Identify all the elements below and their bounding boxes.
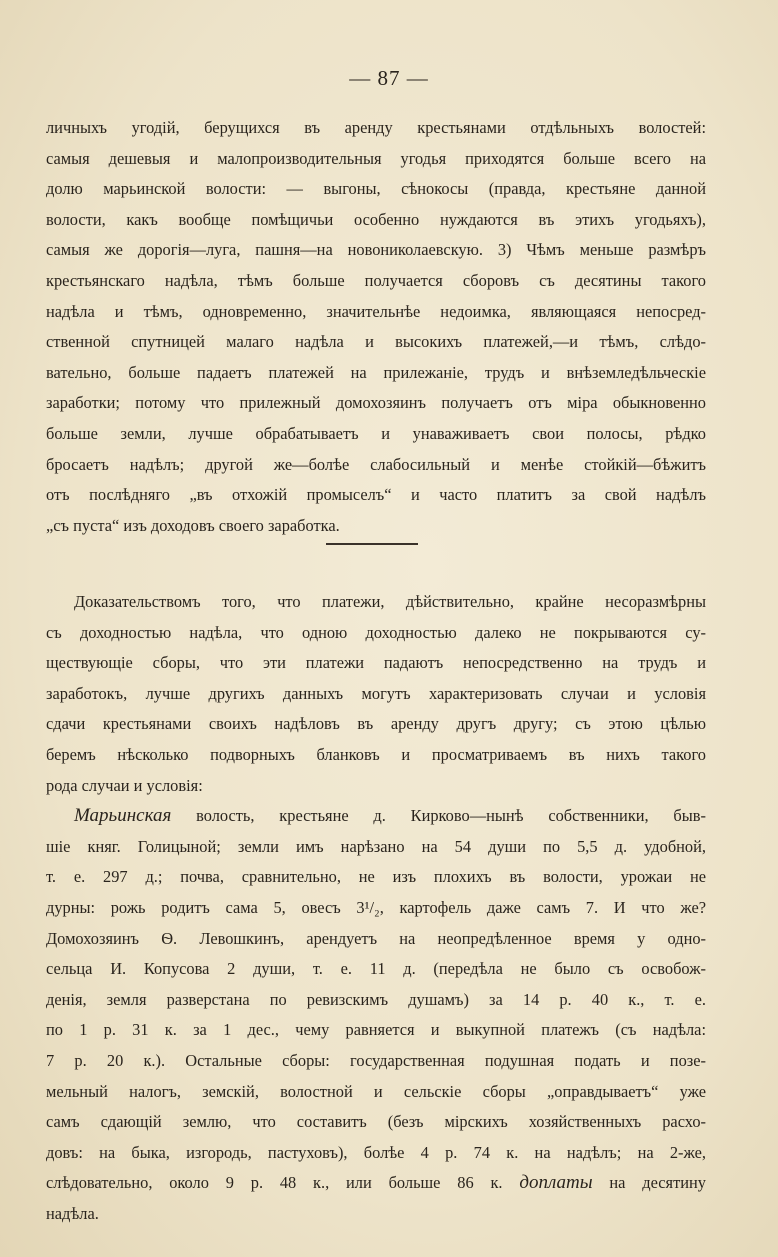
text-line: довъ: на быка, изгородь, пастуховъ), болѣе 4 р. 74 к. на надѣлъ; на 2-же, [46, 1142, 706, 1162]
text-line: личныхъ угодій, берущихся въ аренду крестьянами отдѣльныхъ волостей: [46, 118, 706, 137]
text-line [46, 1168, 706, 1199]
text-line: долю марьинской волости: — выгоны, сѣнокосы (правда, крестьяне данной [46, 179, 706, 199]
text-line: больше земли, лучше обрабатываетъ и унаваживаетъ свои полосы, рѣдко [46, 423, 706, 443]
text-line: ственной спутницей малаго надѣла и высокихъ платежей,—и тѣмъ, слѣдо- [46, 332, 706, 352]
text-line: надѣла. [46, 1203, 99, 1223]
text-line: 7 р. 20 к.). Остальные сборы: государственная подушная подать и позе- [46, 1050, 706, 1070]
text-line: дурны: рожь родитъ сама 5, овесъ 3¹/₂, картофель даже самъ 7. И что же? [46, 897, 706, 917]
text-line: денія, земля разверстана по ревизскимъ душамъ) за 14 р. 40 к., т. е. [46, 989, 706, 1009]
text-line: заработки; потому что прилежный домохозяинъ получаетъ отъ міра обыкновенно [46, 393, 706, 413]
text-line: по 1 р. 31 к. за 1 дес., чему равняется и выкупной платежъ (съ надѣла: [46, 1020, 706, 1040]
text-line: беремъ нѣсколько подворныхъ бланковъ и просматриваемъ въ нихъ такого [46, 744, 706, 764]
text-line: крестьянскаго надѣла, тѣмъ больше получается сборовъ съ десятины такого [46, 270, 706, 290]
emphasized-word: Марьинская [74, 805, 172, 827]
text-fragment: на десятину [592, 1173, 706, 1193]
text-line: т. е. 297 д.; почва, сравнительно, не изъ плохихъ въ волости, урожаи не [46, 867, 706, 887]
text-line: мельный налогъ, земскій, волостной и сельскіе сборы „оправдываетъ“ уже [46, 1081, 706, 1101]
text-line: сдачи крестьянами своихъ надѣловъ въ аренду другъ другу; съ этою цѣлью [46, 714, 706, 734]
text-line: самъ сдающій землю, что составитъ (безъ мірскихъ хозяйственныхъ расхо- [46, 1112, 706, 1132]
text-line: самыя же дорогія—луга, пашня—на новониколаевскую. 3) Чѣмъ меньше размѣръ [46, 240, 706, 260]
text-line: вательно, больше падаетъ платежей на прилежаніе, трудъ и внѣземледѣльческіе [46, 362, 706, 382]
text-line: „съ пуста“ изъ доходовъ своего заработка. [46, 515, 340, 535]
text-line: съ доходностью надѣла, что одною доходностью далеко не покрываются су- [46, 622, 706, 642]
page-number: — 87 — [349, 66, 429, 90]
paragraph-2 [46, 587, 706, 1229]
text-line [46, 801, 706, 832]
text-line: рода случаи и условія: [46, 775, 203, 795]
text-line: ществующіе сборы, что эти платежи падаютъ непосредственно на трудъ и [46, 653, 706, 673]
text-line: отъ послѣдняго „въ отхожій промыселъ“ и часто платитъ за свой надѣлъ [46, 485, 706, 505]
text-line: сельца И. Копусова 2 души, т. е. 11 д. (передѣла не было съ освобож- [46, 959, 706, 979]
text-line: Доказательствомъ того, что платежи, дѣйствительно, крайне несоразмѣрны [74, 592, 706, 611]
text-fragment: слѣдовательно, около 9 р. 48 к., или больше 86 к. [46, 1173, 503, 1193]
text-fragment: волость, крестьяне д. Кирково—нынѣ собственники, быв- [171, 806, 706, 826]
emphasized-word: доплаты [519, 1172, 593, 1194]
paragraph-1 [46, 113, 706, 541]
text-line: самыя дешевыя и малопроизводительныя угодья приходятся больше всего на [46, 148, 706, 168]
section-divider [326, 543, 418, 545]
text-line: заработокъ, лучше другихъ данныхъ могутъ характеризовать случаи и условія [46, 683, 706, 703]
text-line: Домохозяинъ Ѳ. Левошкинъ, арендуетъ на неопредѣленное время у одно- [46, 928, 706, 948]
text-line: надѣла и тѣмъ, одновременно, значительнѣе недоимка, являющаяся непосред- [46, 301, 706, 321]
text-line: волости, какъ вообще помѣщичьи особенно нуждаются въ этихъ угодьяхъ), [46, 209, 706, 229]
text-line: бросаетъ надѣлъ; другой же—болѣе слабосильный и менѣе стойкій—бѣжитъ [46, 454, 706, 474]
text-line: шіе княг. Голицыной; земли имъ нарѣзано на 54 души по 5,5 д. удобной, [46, 836, 706, 856]
